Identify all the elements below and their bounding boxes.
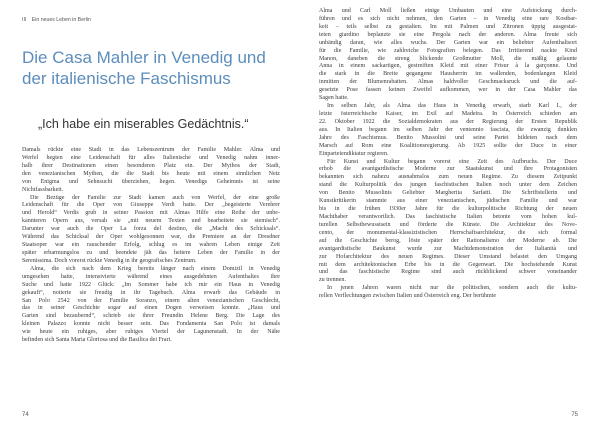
- text-line: gesetzte Pose fassen keinen Zweifel aufkommen, wer in der Casa Mahler das: [319, 87, 577, 94]
- text-line: für die Familie, wie zahlreiche Fotografien belegen. Das Irritierend nackte Kind: [319, 47, 577, 54]
- text-line: Machthaber verantwortlich. Das faschistische Italien betonte vom hohen kul-: [319, 213, 577, 220]
- text-line: Staatsoper war ein rauschender Erfolg, schlug es im wahren Leben einige Zeit: [22, 242, 280, 249]
- paragraph: [319, 8, 577, 103]
- text-line: bekannten sich nahezu ausnahmslos zum neuen Regime. Zu diesem Zeitpunkt: [319, 174, 577, 181]
- page-number-right: 75: [571, 412, 578, 418]
- text-line: Nichtfassbarkeit.: [22, 186, 64, 193]
- paragraph: [22, 147, 280, 195]
- text-line: Anna in einem sackartigen, gestreiften Kleid mit einer Frisur à la garçonne. Und: [319, 63, 577, 70]
- header-section-number: III: [22, 17, 27, 23]
- text-line: zu trennen.: [319, 277, 346, 284]
- paragraph: [22, 266, 280, 345]
- header-title: Ein neues Leben in Berlin: [31, 17, 91, 23]
- text-line: Leidenschaft für die Oper von Giuseppe Verdi hatte. Der „begeisterte Verehrer: [22, 202, 280, 209]
- text-line: Serenissima. Doch vorerst rückte Venedig in ihr geografisches Zentrum.: [22, 257, 197, 264]
- pull-quote: „Ich habe ein miserables Gedächtnis.“: [38, 117, 249, 131]
- text-line: von Enigma und Sehnsucht überziehen, liegen. Venedigs Geheimnis ist seine: [22, 178, 280, 185]
- text-line: Suche und hatte 1922 Glück: „Im Sommer habe ich mir ein Haus in Venedig: [22, 281, 280, 288]
- text-line: Jahre des Faschismus. Benito Mussolini und seine Partei bildeten nach dem: [319, 134, 577, 141]
- text-line: stand die Kulturpolitik des jungen faschistischen Italien noch unter dem Zeichen: [319, 182, 577, 189]
- text-line: unbändig daran, wie alles wuchs. Der Garten war ein beliebter Aufenthaltsort: [319, 39, 577, 46]
- text-line: Die Bezüge der Familie zur Stadt kamen auch von Werfel, der eine große: [30, 194, 280, 201]
- text-line: umgesehen hatte, intensivierte während eines ausgedehnten Aufenthaltes ihre: [22, 273, 280, 280]
- text-line: cento, der monumental-klassizistischen Herrschaftsarchitektur, die sich formal: [319, 229, 577, 236]
- paragraph: [319, 285, 577, 301]
- paragraph: [319, 159, 577, 286]
- text-line: rellen Verflechtungen zwischen Italien und Österreich eng. Der berühmte: [319, 293, 497, 300]
- text-line: turellen Selbstbewusstsein und förderte die Künste. Die Architektur des Nove-: [319, 221, 577, 228]
- text-line: und das faschistische Regime sind auch rückblickend schwer voneinander: [319, 269, 577, 276]
- text-line: Manon, daneben die streng blickende Großmutter Moll, die mäßig gelaunte: [319, 55, 577, 62]
- text-line: San Polo 2542 von der Familie Soranzo, einem alten venezianischen Geschlecht,: [22, 297, 280, 304]
- text-line: auf die Geschichte berog, löste später der Rationalismo der Moderne ab. Die: [319, 237, 577, 244]
- text-line: In jenen Jahren waren nicht nur die politischen, sondern auch die kultu-: [327, 285, 577, 292]
- text-line: Sagen hatte.: [319, 95, 349, 102]
- text-line: Kunstkritikerin stammte aus einer venezianischen, jüdischen Familie und war: [319, 198, 577, 205]
- text-line: gekauft“, notierte sie freudig in ihr Tagebuch. Alma erwarb das Gebäude in: [22, 289, 280, 296]
- chapter-title-line: der italienische Faschismus: [22, 68, 231, 88]
- body-text-left: [22, 147, 280, 345]
- chapter-title: [22, 48, 292, 89]
- text-line: bis in die frühen 1930er Jahre für die kulturpolitische Richtung der neuen: [319, 206, 577, 213]
- text-line: Alma und Carl Moll ließen einige Umbauten und eine Aufstockung durch-: [319, 8, 577, 14]
- text-line: Alma, die sich nach dem Krieg bereits länger nach einem Domizil in Venedig: [30, 265, 280, 272]
- text-line: keit – teils selbst zu gestalten. Im mit Palmen und Zitronen üppig ausgestat-: [319, 23, 577, 30]
- chapter-title-line: Die Casa Mahler in Venedig und: [22, 48, 266, 67]
- text-line: Für Kunst und Kultur begann vorerst eine Zeit des Aufbruchs. Der Duce: [327, 158, 577, 165]
- text-line: kleinen Palazzo konnte nicht besser sein. Das Fondamenta San Polo ist damals: [22, 321, 280, 328]
- text-line: Marsch auf Rom eine Koalitionsregierung. Ab 1925 sollte der Duce in einer: [319, 142, 577, 149]
- text-line: von Benito Mussolinis Geliebter Margherita Sarfatti. Die Schriftstellerin und: [319, 190, 577, 197]
- text-line: Im selben Jahr, als Alma das Haus in Venedig erwarb, starb Karl I., der: [327, 103, 577, 110]
- paragraph: [22, 195, 280, 266]
- text-line: halb ihrer Destinationen einen besonderen Platz ein. Der Mythos der Stadt,: [22, 162, 280, 169]
- text-line: später erbarmungslos zu und beendete jäh das heitere Leben der Familie in der: [22, 249, 280, 256]
- text-line: zur Hofarchitektur des neuen Regimes. Dieser Umstand belastet den Umgang: [319, 253, 577, 260]
- text-line: Darunter war auch die Oper La forza del destino, die „Macht des Schicksals“.: [22, 226, 280, 233]
- text-line: letzte österreichische Kaiser, im Exil auf Madeira. In Österreich schieden am: [319, 110, 577, 117]
- text-line: kannteren Opern aus, versah sie „mit neuem Texten und bearbeitete sie stemisch“.: [22, 218, 280, 225]
- text-line: erhob die avantgardistische Moderne zur Staatskunst und ihre Protagonisten: [319, 166, 577, 173]
- text-line: Einparteiendiktatur regieren.: [319, 150, 389, 157]
- text-line: wie heute ein ruhiges, aber ruhiges Viertel der Lagunenstadt. In der Nähe: [22, 329, 280, 336]
- paragraph: [319, 103, 577, 158]
- text-line: den venezianischen Mythen, die die Stadt bis heute mit einem sinnlichen Netz: [22, 170, 280, 177]
- text-line: die stark in die Breite gegangene Hausherrin im wallenden, bodenlangen Kleid: [319, 71, 577, 78]
- running-header: [22, 17, 91, 23]
- text-line: inmitten der Blumenrabatten. Almas haldvoller Geschmacksruck und die auf-: [319, 79, 577, 86]
- text-line: befinden sich Santa Maria Gloriosa und die Basilica dei Frari.: [22, 337, 172, 344]
- text-line: avantgardistische Baukunst wurde zur Machtdemonstration der Italianità und: [319, 245, 577, 252]
- text-line: und Herold“ Verdis grub in seiner Passion mit Almas Hilfe eine Reihe der unbe-: [22, 210, 280, 217]
- page-number-left: 74: [22, 412, 29, 418]
- text-line: Damals rückte eine Stadt in das Lebenszentrum der Familie Mahler. Alma und: [22, 147, 280, 153]
- body-text-right: [319, 8, 577, 301]
- text-line: 22. Oktober 1922 die Sozialdemokraten aus der Regierung der Ersten Republik: [319, 118, 577, 125]
- text-line: Werfel hegten eine Leidenschaft für alles Italienische und Venedig nahm inner-: [22, 154, 280, 161]
- text-line: teten giardino beplanzte sie eine Pergola nach der anderen. Alma freute sich: [319, 31, 577, 38]
- text-line: das in seiner Geschichte sogar auf einen Dogen verweisen konnte. „Haus und: [22, 305, 280, 312]
- right-page: [300, 0, 600, 436]
- text-line: mit dem architektonischen Erbe bis in die Gegenwart. Die hochstehende Kunst: [319, 261, 577, 268]
- text-line: Garten sind bezaubernd“, schrieb sie ihrer Freundin Helene Berg. Die Lage des: [22, 313, 280, 320]
- text-line: führen und es sich nicht nehmen, den Garten – in Venedig eine rare Kostbar-: [319, 15, 577, 22]
- text-line: aus. In Italien begann im selben Jahr der ventennio fascista, die zwanzig dunklen: [319, 126, 577, 133]
- text-line: Während das Schicksal der Oper wohlgesonnen war, die Premiere an der Dresdner: [22, 234, 280, 241]
